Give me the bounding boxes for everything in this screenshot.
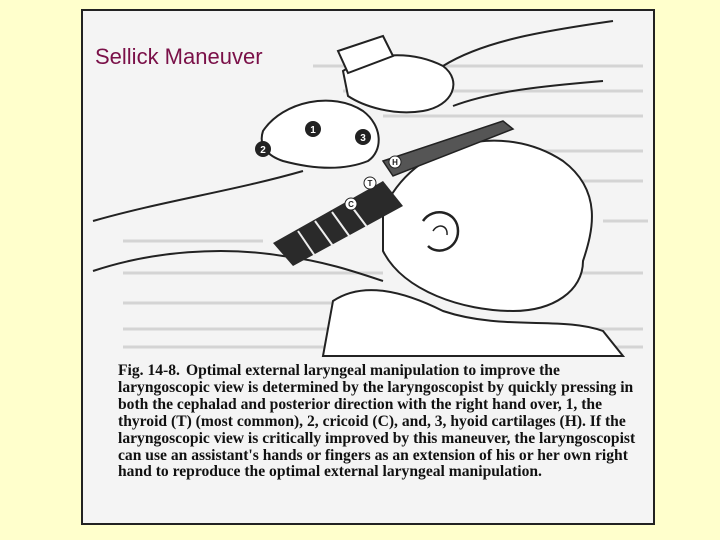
- marker-2: [255, 141, 271, 157]
- figure-panel: [81, 9, 655, 525]
- marker-1: [305, 121, 321, 137]
- marker-c: [345, 198, 357, 210]
- svg-text:2: 2: [260, 145, 266, 156]
- svg-text:H: H: [392, 158, 398, 167]
- body-outline: [93, 251, 383, 281]
- svg-text:T: T: [367, 179, 373, 188]
- figure-caption: [118, 363, 646, 481]
- marker-h: [389, 156, 401, 168]
- marker-t: [364, 177, 376, 189]
- figure-label: Fig. 14-8.: [118, 362, 180, 379]
- svg-text:1: 1: [310, 125, 316, 136]
- marker-3: [355, 129, 371, 145]
- svg-text:3: 3: [360, 133, 366, 144]
- svg-text:C: C: [348, 200, 354, 209]
- slide-title: Sellick Maneuver: [95, 44, 263, 69]
- caption-text: Optimal external laryngeal manipulation to improve the laryngoscopic view is determined by the laryngoscopist by quickly pressing in both the cephalad and posterior direction with the right hand over, 1, the thyroid (T) (most common), 2, cricoid (C), and, 3, hyoid cartilages (H). If the laryngoscopic view is critically improved by this maneuver, the laryngoscopist can use an assistant's hands or fingers as an extension of his or her own right hand to reproduce the optimal external laryngeal manipulation.: [118, 362, 636, 481]
